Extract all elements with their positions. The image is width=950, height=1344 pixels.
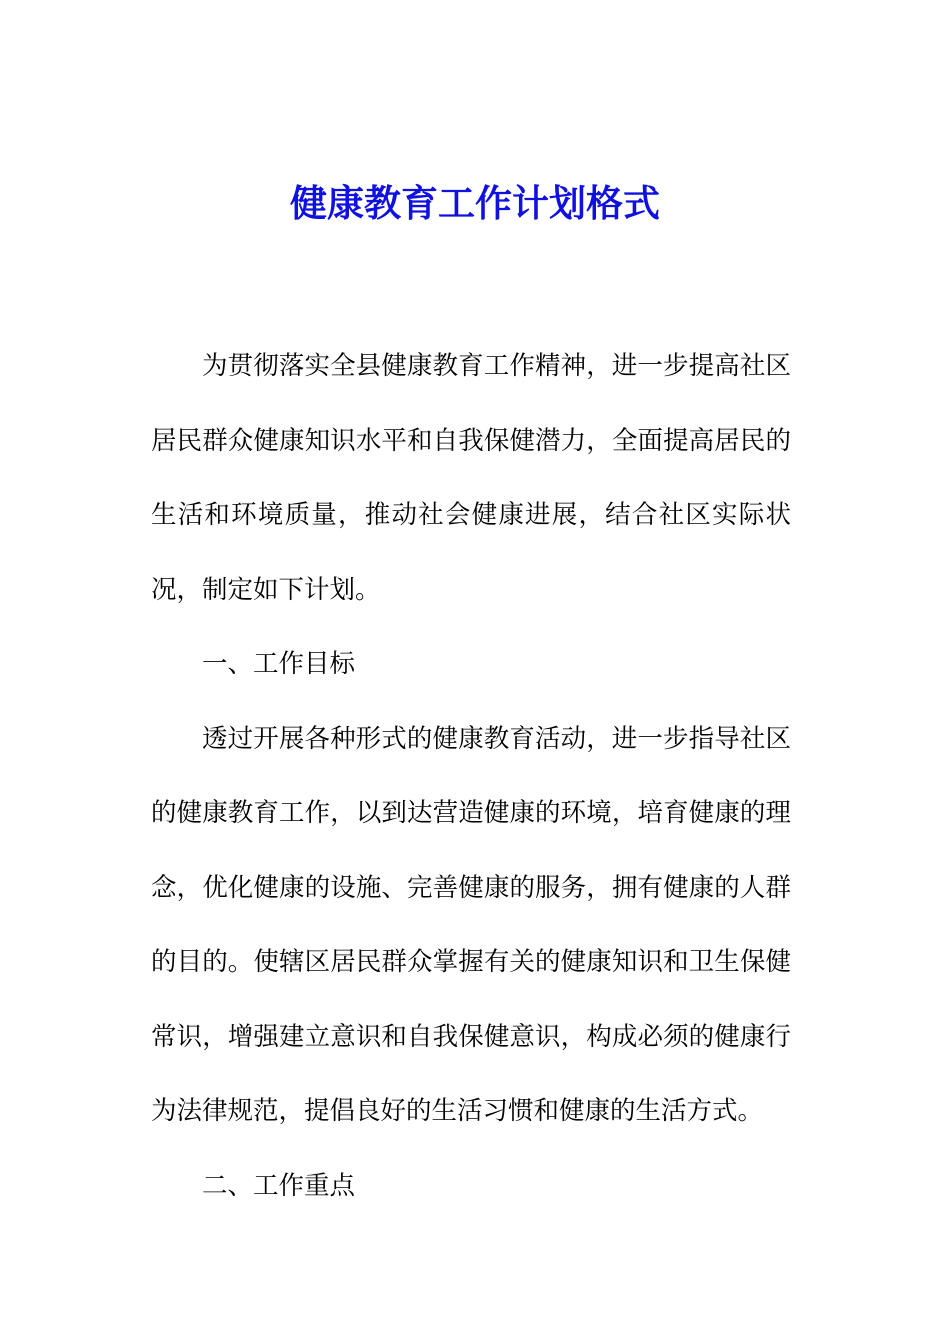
document-title: 健康教育工作计划格式 — [290, 181, 660, 225]
paragraph-intro: 为贯彻落实全县健康教育工作精神，进一步提高社区居民群众健康知识水平和自我保健潜力，全面提高居民的生活和环境质量，推动社会健康进展，结合社区实际状况，制定如下计划。 — [151, 351, 791, 605]
heading-work-goals: 一、工作目标 — [202, 649, 356, 679]
document-body — [151, 329, 791, 1223]
paragraph-goals: 透过开展各种形式的健康教育活动，进一步指导社区的健康教育工作，以到达营造健康的环境，培育健康的理念，优化健康的设施、完善健康的服务，拥有健康的人群的目的。使辖区居民群众掌握有关的健康知识和卫生保健常识，增强建立意识和自我保健意识，构成必须的健康行为法律规范，提倡良好的生活习惯和健康的生活方式。 — [151, 723, 791, 1126]
heading-work-focus: 二、工作重点 — [202, 1170, 356, 1201]
